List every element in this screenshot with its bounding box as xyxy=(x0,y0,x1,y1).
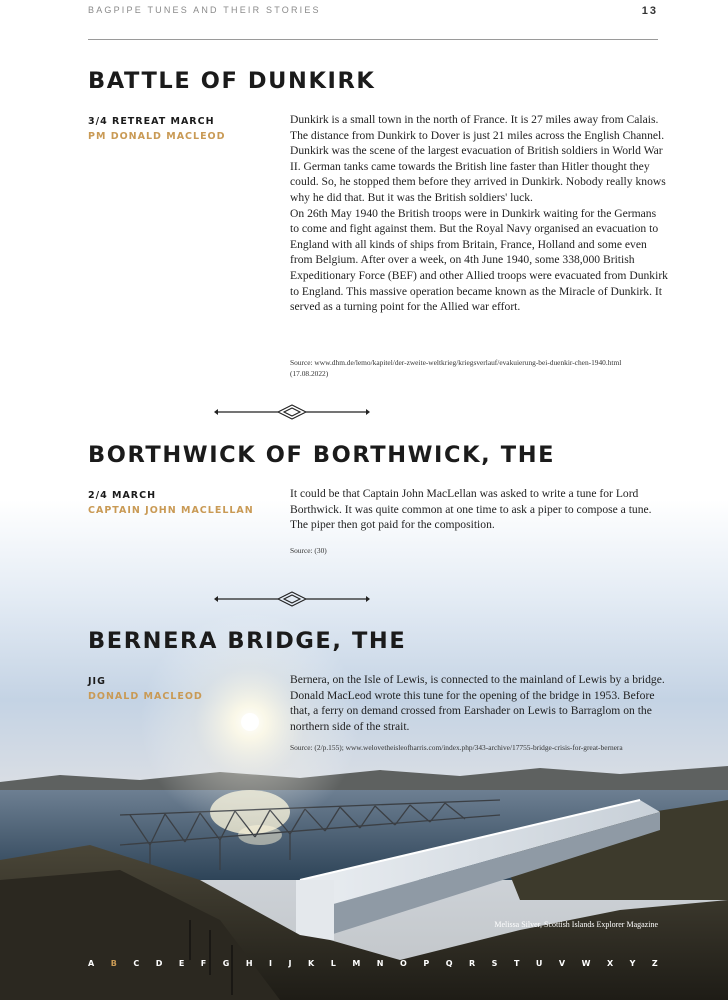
alphabet-letter-d[interactable]: D xyxy=(155,959,163,968)
entry-body xyxy=(290,112,668,315)
source-note: Source: www.dhm.de/lemo/kapitel/der-zweite-weltkrieg/kriegsverlauf/evakuierung-bei-duenkir-chen-1940.html (17.08.2022) xyxy=(290,358,622,378)
tune-type: 3/4 RETREAT MARCH xyxy=(88,116,215,127)
header-rule xyxy=(88,39,658,40)
alphabet-letter-x[interactable]: X xyxy=(606,959,614,968)
alphabet-letter-m[interactable]: M xyxy=(352,959,361,968)
entry-body xyxy=(290,672,668,734)
alphabet-letter-b[interactable]: B xyxy=(110,959,117,968)
entry-title: BERNERA BRIDGE, THE xyxy=(88,628,407,654)
ornament-divider xyxy=(214,404,370,420)
alphabet-letter-i[interactable]: I xyxy=(269,959,273,968)
alphabet-letter-s[interactable]: S xyxy=(491,959,498,968)
alphabet-letter-g[interactable]: G xyxy=(222,959,230,968)
alphabet-letter-o[interactable]: O xyxy=(400,959,407,968)
alphabet-letter-z[interactable]: Z xyxy=(651,959,658,968)
entry-title: BORTHWICK OF BORTHWICK, THE xyxy=(88,442,556,468)
page-number: 13 xyxy=(641,5,658,17)
alphabet-letter-p[interactable]: P xyxy=(423,959,430,968)
ornament-divider xyxy=(214,591,370,607)
alphabet-letter-h[interactable]: H xyxy=(245,959,253,968)
composer: DONALD MACLEOD xyxy=(88,691,203,702)
alphabet-letter-l[interactable]: L xyxy=(330,959,336,968)
entry-body xyxy=(290,486,668,533)
alphabet-letter-a[interactable]: A xyxy=(88,959,95,968)
alphabet-letter-v[interactable]: V xyxy=(558,959,566,968)
alphabet-letter-q[interactable]: Q xyxy=(445,959,453,968)
alphabet-letter-e[interactable]: E xyxy=(178,959,185,968)
running-head: BAGPIPE TUNES AND THEIR STORIES xyxy=(88,5,321,15)
composer: PM DONALD MACLEOD xyxy=(88,131,226,142)
tune-type: 2/4 MARCH xyxy=(88,490,157,501)
alphabet-letter-y[interactable]: Y xyxy=(629,959,636,968)
composer: CAPTAIN JOHN MACLELLAN xyxy=(88,505,254,516)
entry-title: BATTLE OF DUNKIRK xyxy=(88,68,376,94)
paragraph: Bernera, on the Isle of Lewis, is connected to the mainland of Lewis by a bridge. Donald MacLeod wrote this tune for the opening of the bridge in 1953. Before that, a ferry on demand crossed from Earshader on Lewis to Barraglom on the northern side of the strait. xyxy=(290,673,665,733)
photo-credit: Melissa Silver, Scottish Islands Explorer Magazine xyxy=(494,920,658,929)
alphabet-letter-n[interactable]: N xyxy=(376,959,384,968)
paragraph: On 26th May 1940 the British troops were in Dunkirk waiting for the Germans to come and fight against them. But the Royal Navy organised an evacuation to England with all kinds of ships from Britain, France, Holland and some even from Belgium. After over a week, on 4th June 1940, some 338,000 British Expeditionary Force (BEF) and other Allied troops were evacuated from Dunkirk to England. This massive operation became known as the Miracle of Dunkirk. It served as a turning point for the Allied war effort. xyxy=(290,206,668,314)
paragraph: It could be that Captain John MacLellan was asked to write a tune for Lord Borthwick. It was quite common at one time to ask a piper to compose a tune. The piper then got paid for the composition. xyxy=(290,487,652,532)
source-note: Source: (2/p.155); www.welovetheisleofharris.com/index.php/343-archive/17755-bridge-crisis-for-great-bernera xyxy=(290,743,623,752)
paragraph: Dunkirk is a small town in the north of France. It is 27 miles away from Calais. The distance from Dunkirk to Dover is just 21 miles across the English Channel. Dunkirk was the scene of the largest evacuation of British soldiers in World War II. German tanks came towards the British line faster than Hitler thought they could. So, he stopped them before they arrived in Dunkirk. Nobody really knows why he did that. But it was the British soldiers' luck. xyxy=(290,113,666,204)
alphabet-letter-t[interactable]: T xyxy=(513,959,520,968)
alphabet-letter-j[interactable]: J xyxy=(288,959,292,968)
alphabet-index xyxy=(88,959,658,968)
alphabet-letter-c[interactable]: C xyxy=(133,959,140,968)
tune-type: JIG xyxy=(88,676,106,687)
alphabet-letter-f[interactable]: F xyxy=(200,959,207,968)
alphabet-letter-r[interactable]: R xyxy=(469,959,476,968)
alphabet-letter-u[interactable]: U xyxy=(535,959,543,968)
source-note: Source: (30) xyxy=(290,546,327,555)
alphabet-letter-w[interactable]: W xyxy=(581,959,591,968)
alphabet-letter-k[interactable]: K xyxy=(308,959,315,968)
